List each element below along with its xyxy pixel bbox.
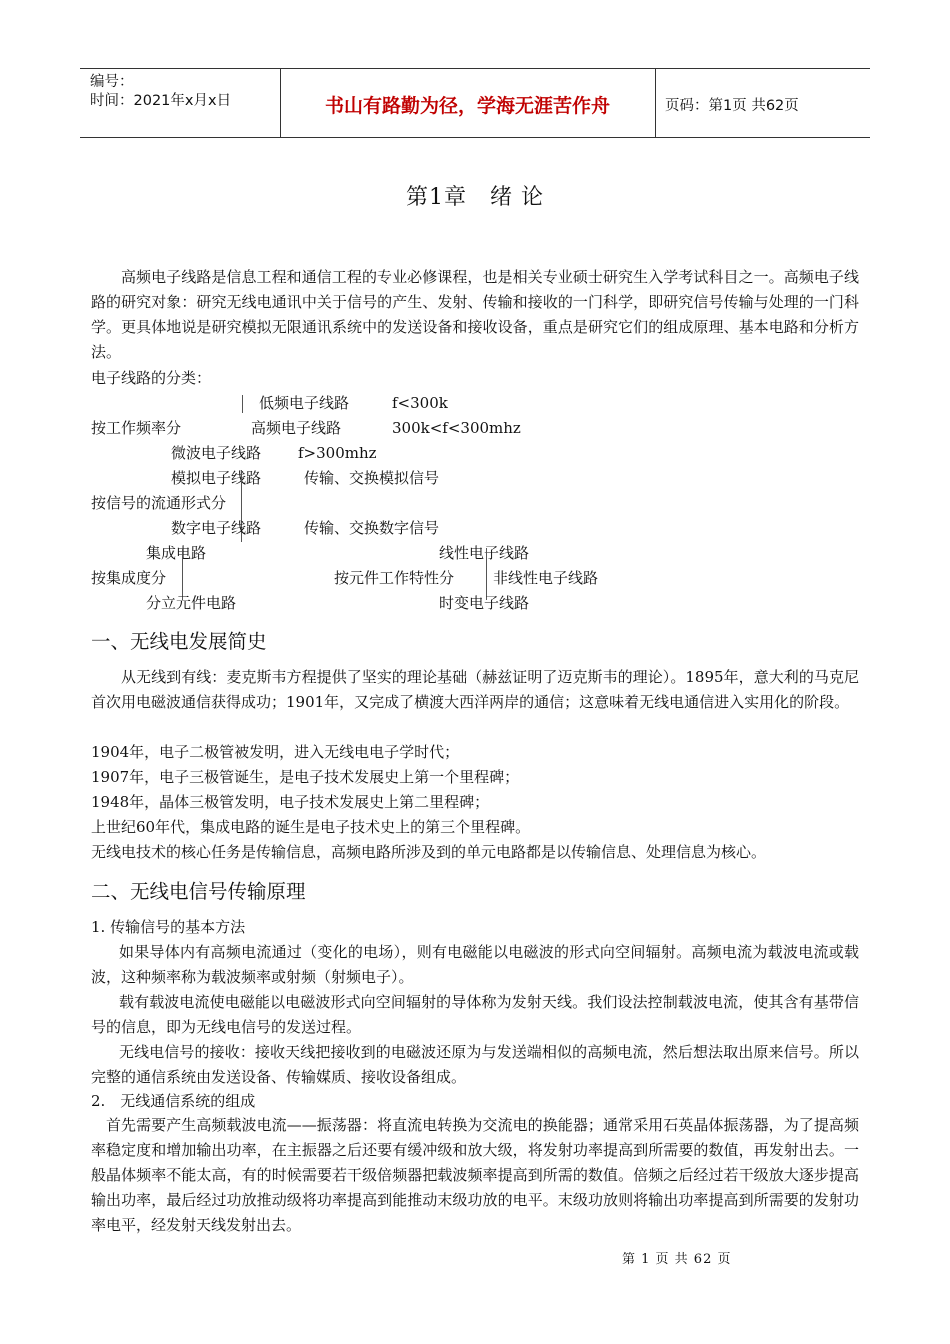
component-label: 按元件工作特性分 [334,569,455,587]
page-header [80,68,870,138]
signal-desc: 传输、交换数字信号 [304,519,440,537]
header-divider [655,69,656,137]
body-paragraph: 无线电信号的接收：接收天线把接收到的电磁波还原为与发送端相似的高频电流，然后想法取出原来信号。所以完整的通信系统由发送设备、传输媒质、接收设备组成。 [91,1043,859,1086]
brace [242,395,243,413]
signal-desc: 传输、交换模拟信号 [304,469,440,487]
body-paragraph: 首先需要产生高频载波电流——振荡器：将直流电转换为交流电的换能器；通常采用石英晶体振荡器，为了提高频率稳定度和增加输出功率，在主振器之后还要有缓冲级和放大级，将发射功率提高到所需要的数值，再发射出去。一般晶体频率不能太高，有的时候需要若干级倍频器把载波频率提高到所需的数值。倍频之后经过若干级放大逐步提高输出功率，最后经过功放推动级将功率提高到能推动末级功放的电平。末级功放则将输出功率提高到所需要的发射功率电平，经发射天线发射出去。 [91,1116,859,1234]
integration-item: 分立元件电路 [146,594,237,612]
body-paragraph: 载有载波电流使电磁能以电磁波形式向空间辐射的导体称为发射天线。我们设法控制载波电流，使其含有基带信号的信息，即为无线电信号的发送过程。 [91,993,859,1036]
section-heading: 二、无线电信号传输原理 [91,880,306,903]
history-paragraph: 从无线到有线：麦克斯韦方程提供了坚实的理论基础（赫兹证明了迈克斯韦的理论）。1895年，意大利的马克尼首次用电磁波通信获得成功；1901年，又完成了横渡大西洋两岸的通信；这意味着无线电通信进入实用化的阶段。 [91,668,859,711]
integration-item: 集成电路 [146,544,207,562]
header-motto: 书山有路勤为径，学海无涯苦作舟 [324,95,610,117]
header-left [90,73,231,111]
header-page-info: 页码：第1页 共62页 [665,98,799,114]
freq-label: 按工作频率分 [91,419,182,437]
freq-range: f<300k [392,394,448,412]
history-line: 1948年，晶体三极管发明，电子技术发展史上第二里程碑； [91,793,490,811]
subsection-heading: 2. 无线通信系统的组成 [91,1092,256,1110]
history-line: 无线电技术的核心任务是传输信息，高频电路所涉及到的单元电路都是以传输信息、处理信息为核心。 [91,843,767,861]
freq-item: 微波电子线路 [171,444,262,462]
signal-label: 按信号的流通形式分 [91,494,227,512]
classification-heading: 电子线路的分类： [91,369,212,387]
subsection-heading: 1. 传输信号的基本方法 [91,918,246,936]
section-heading: 一、无线电发展简史 [91,630,267,653]
component-item: 线性电子线路 [439,544,530,562]
signal-item: 数字电子线路 [171,519,262,537]
body-paragraph: 如果导体内有高频电流通过（变化的电场），则有电磁能以电磁波的形式向空间辐射。高频电流为载波电流或载波，这种频率称为载波频率或射频（射频电子）。 [91,943,859,986]
history-line: 上世纪60年代，集成电路的诞生是电子技术史上的第三个里程碑。 [91,818,531,836]
freq-range: f>300mhz [298,444,377,462]
component-item: 非线性电子线路 [493,569,599,587]
freq-range: 300k<f<300mhz [392,419,521,437]
history-line: 1907年，电子三极管诞生，是电子技术发展史上第一个里程碑； [91,768,520,786]
number-label: 编号： [90,74,134,90]
date-label: 时间：2021年x月x日 [90,93,232,109]
integration-label: 按集成度分 [91,569,167,587]
history-line: 1904年，电子二极管被发明，进入无线电电子学时代； [91,743,460,761]
page-footer: 第 1 页 共 62 页 [622,1252,732,1267]
chapter-title: 第1章 绪 论 [406,185,544,210]
freq-item: 低频电子线路 [259,394,350,412]
freq-item: 高频电子线路 [251,419,342,437]
intro-paragraph: 高频电子线路是信息工程和通信工程的专业必修课程，也是相关专业硕士研究生入学考试科目之一。高频电子线路的研究对象：研究无线电通讯中关于信号的产生、发射、传输和接收的一门科学，即研究信号传输与处理的一门科学。更具体地说是研究模拟无限通讯系统中的发送设备和接收设备，重点是研究它们的组成原理、基本电路和分析方法。 [91,268,859,361]
component-item: 时变电子线路 [439,594,530,612]
signal-item: 模拟电子线路 [171,469,262,487]
